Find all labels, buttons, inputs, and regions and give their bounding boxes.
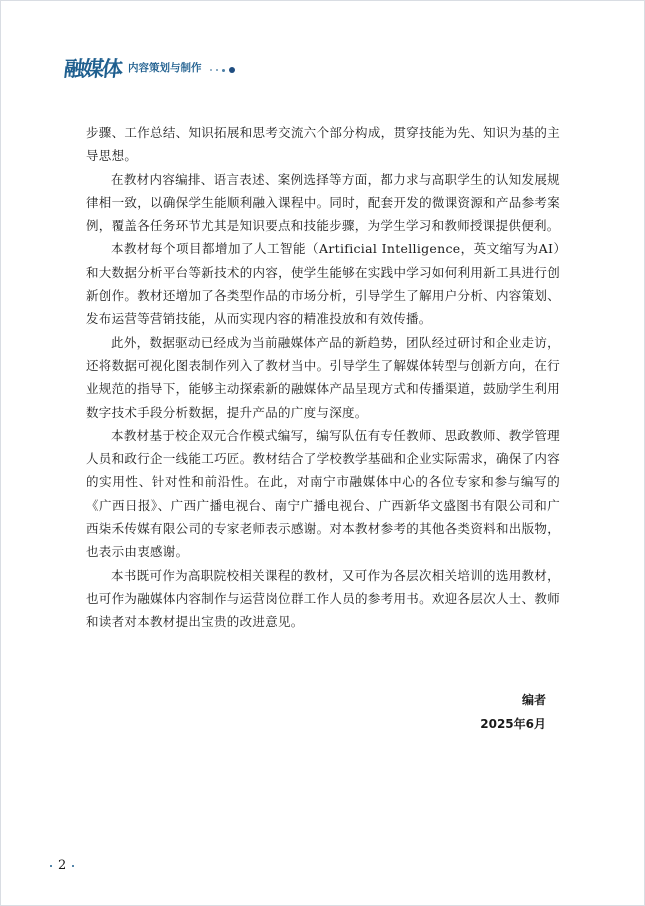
author-signature: 编者 [521, 693, 546, 707]
dot-icon [229, 67, 235, 73]
signature-block [480, 688, 546, 736]
paragraph: 步骤、工作总结、知识拓展和思考交流六个部分构成，贯穿技能为先、知识为基的主导思想。 [86, 125, 560, 164]
dot-icon [222, 69, 225, 72]
paragraph: 本书既可作为高职院校相关课程的教材，又可作为各层次相关培训的选用教材，也可作为融媒体内容制作与运营岗位群工作人员的参考用书。欢迎各层次人士、教师和读者对本教材提出宝贵的改进意见。 [86, 567, 560, 630]
page-number: 2 [58, 858, 67, 873]
paragraph: 此外，数据驱动已经成为当前融媒体产品的新趋势，团队经过研讨和企业走访，还将数据可视化图表制作列入了教材当中。引导学生了解媒体转型与创新方向，在行业规范的指导下，能够主动探索新的融媒体产品呈现方式和传播渠道，鼓励学生利用数字技术手段分析数据，提升产品的广度与深度。 [86, 334, 560, 420]
header-title: 内容策划与制作 [128, 62, 202, 74]
dot-icon [216, 69, 218, 71]
paragraph: 本教材每个项目都增加了人工智能（Artificial Intelligence，英文缩写为AI）和大数据分析平台等新技术的内容，使学生能够在实践中学习如何利用新工具进行创新创作。教材还增加了各类型作品的市场分析，引导学生了解用户分析、内容策划、发布运营等营销技能，从而实现内容的精准投放和有效传播。 [86, 241, 560, 327]
page-footer [50, 858, 74, 873]
running-header [64, 43, 235, 79]
body-text [86, 121, 560, 634]
dot-icon [50, 865, 52, 867]
header-dots-icon [210, 67, 235, 73]
paragraph: 本教材基于校企双元合作模式编写，编写队伍有专任教师、思政教师、教学管理人员和政行企一线能工巧匠。教材结合了学校教学基础和企业实际需求，确保了内容的实用性、针对性和前沿性。在此，对南宁市融媒体中心的各位专家和参与编写的《广西日报》、广西广播电视台、南宁广播电视台、广西新华文盛图书有限公司和广西柒禾传媒有限公司的专家老师表示感谢。对本教材参考的其他各类资料和出版物，也表示由衷感谢。 [86, 427, 560, 560]
signature-date: 2025年6月 [480, 717, 546, 731]
dot-icon [210, 69, 212, 71]
series-logo: 融媒体 [62, 56, 123, 81]
paragraph: 在教材内容编排、语言表述、案例选择等方面，都力求与高职学生的认知发展规律相一致，以确保学生能顺利融入课程中。同时，配套开发的微课资源和产品参考案例，覆盖各任务环节尤其是知识要点和技能步骤，为学生学习和教师授课提供便利。 [86, 171, 560, 234]
dot-icon [72, 865, 74, 867]
